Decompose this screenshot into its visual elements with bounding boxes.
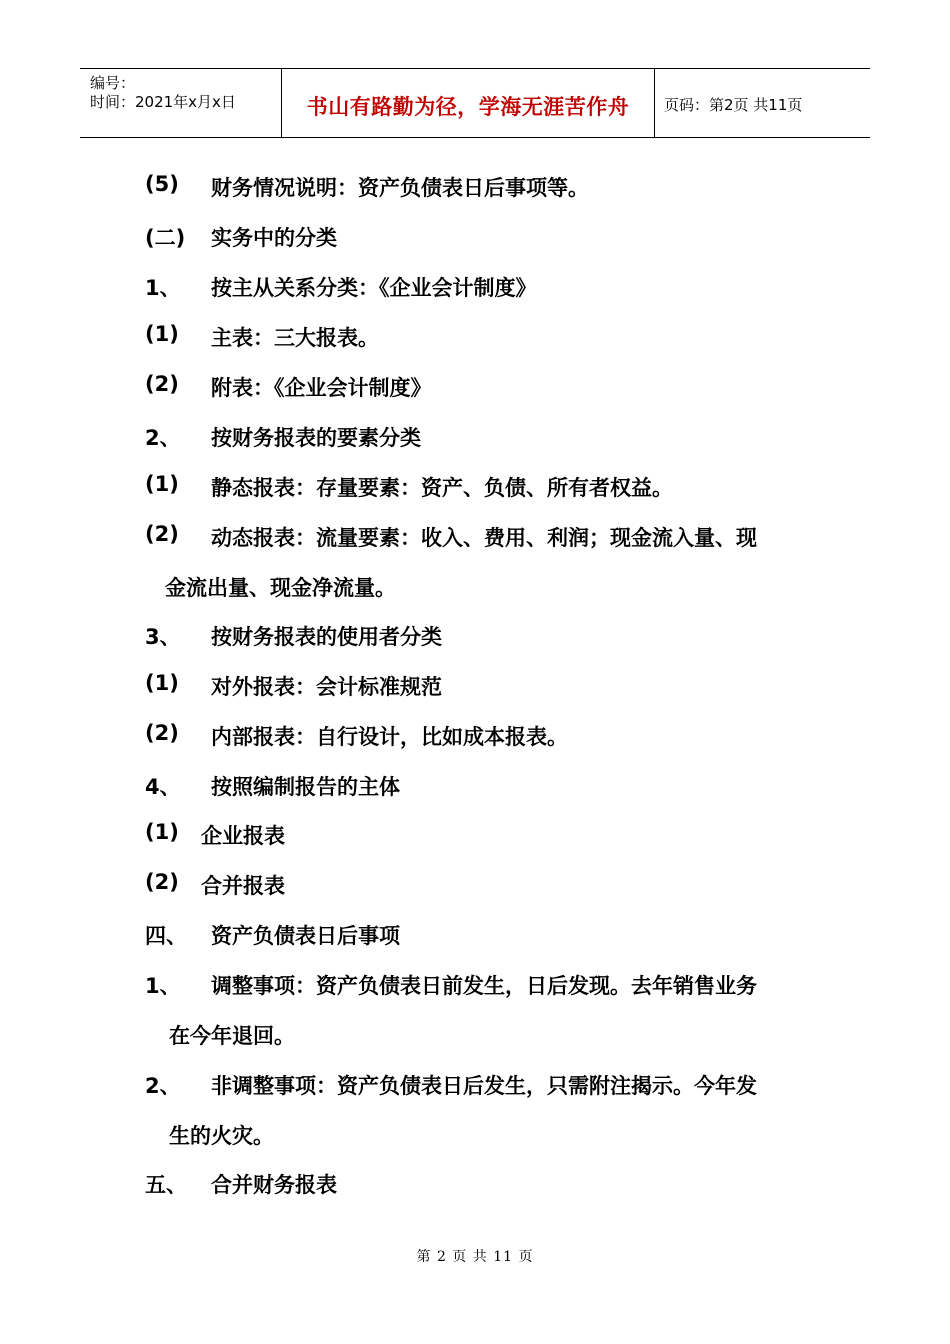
header-code-label: 编号： <box>90 74 136 92</box>
item-text: 按照编制报告的主体 <box>211 775 400 799</box>
item-number: (2) <box>145 870 179 894</box>
item-text: 动态报表：流量要素：收入、费用、利润；现金流入量、现 <box>211 526 757 550</box>
item-text: 附表：《企业会计制度》 <box>211 376 432 400</box>
header-time-label: 时间：2021年x月x日 <box>90 93 236 111</box>
item-number: 四、 <box>145 924 187 948</box>
page-footer: 第 2 页 共 11 页 <box>416 1249 534 1265</box>
item-number: (2) <box>145 522 179 546</box>
item-text: 调整事项：资产负债表日前发生，日后发现。去年销售业务 <box>211 974 757 998</box>
header-page-info: 页码：第2页 共11页 <box>664 96 803 114</box>
item-text: 合并报表 <box>201 874 285 898</box>
item-text: 按主从关系分类：《企业会计制度》 <box>211 276 537 300</box>
header-right-cell <box>655 69 870 137</box>
item-text: 在今年退回。 <box>169 1024 295 1048</box>
item-number: (1) <box>145 671 179 695</box>
item-number: 4、 <box>145 775 181 799</box>
item-number: (1) <box>145 472 179 496</box>
item-text: 主表：三大报表。 <box>211 326 379 350</box>
item-text: 静态报表：存量要素：资产、负债、所有者权益。 <box>211 476 673 500</box>
item-text: 按财务报表的要素分类 <box>211 426 421 450</box>
item-number: 2、 <box>145 1074 181 1098</box>
page-header <box>80 68 870 138</box>
item-text: 合并财务报表 <box>211 1173 337 1197</box>
item-number: 五、 <box>145 1173 187 1197</box>
header-middle-cell <box>282 69 655 137</box>
item-text: 资产负债表日后事项 <box>211 924 400 948</box>
item-number: 1、 <box>145 276 181 300</box>
item-text: 按财务报表的使用者分类 <box>211 625 442 649</box>
item-number: (二) <box>145 226 186 250</box>
header-motto: 书山有路勤为径，学海无涯苦作舟 <box>306 95 630 119</box>
item-text: 金流出量、现金净流量。 <box>165 576 396 600</box>
item-number: 2、 <box>145 426 181 450</box>
item-text: 对外报表：会计标准规范 <box>211 675 442 699</box>
item-text: 财务情况说明：资产负债表日后事项等。 <box>211 176 589 200</box>
item-text: 企业报表 <box>201 824 285 848</box>
item-number: (2) <box>145 372 179 396</box>
item-number: (5) <box>145 172 179 196</box>
item-number: 3、 <box>145 625 181 649</box>
item-number: (1) <box>145 820 179 844</box>
item-text: 生的火灾。 <box>169 1124 274 1148</box>
item-text: 实务中的分类 <box>211 226 337 250</box>
item-number: 1、 <box>145 974 181 998</box>
item-number: (2) <box>145 721 179 745</box>
item-text: 非调整事项：资产负债表日后发生，只需附注揭示。今年发 <box>211 1074 757 1098</box>
item-text: 内部报表：自行设计，比如成本报表。 <box>211 725 568 749</box>
item-number: (1) <box>145 322 179 346</box>
header-left-cell <box>80 69 282 137</box>
